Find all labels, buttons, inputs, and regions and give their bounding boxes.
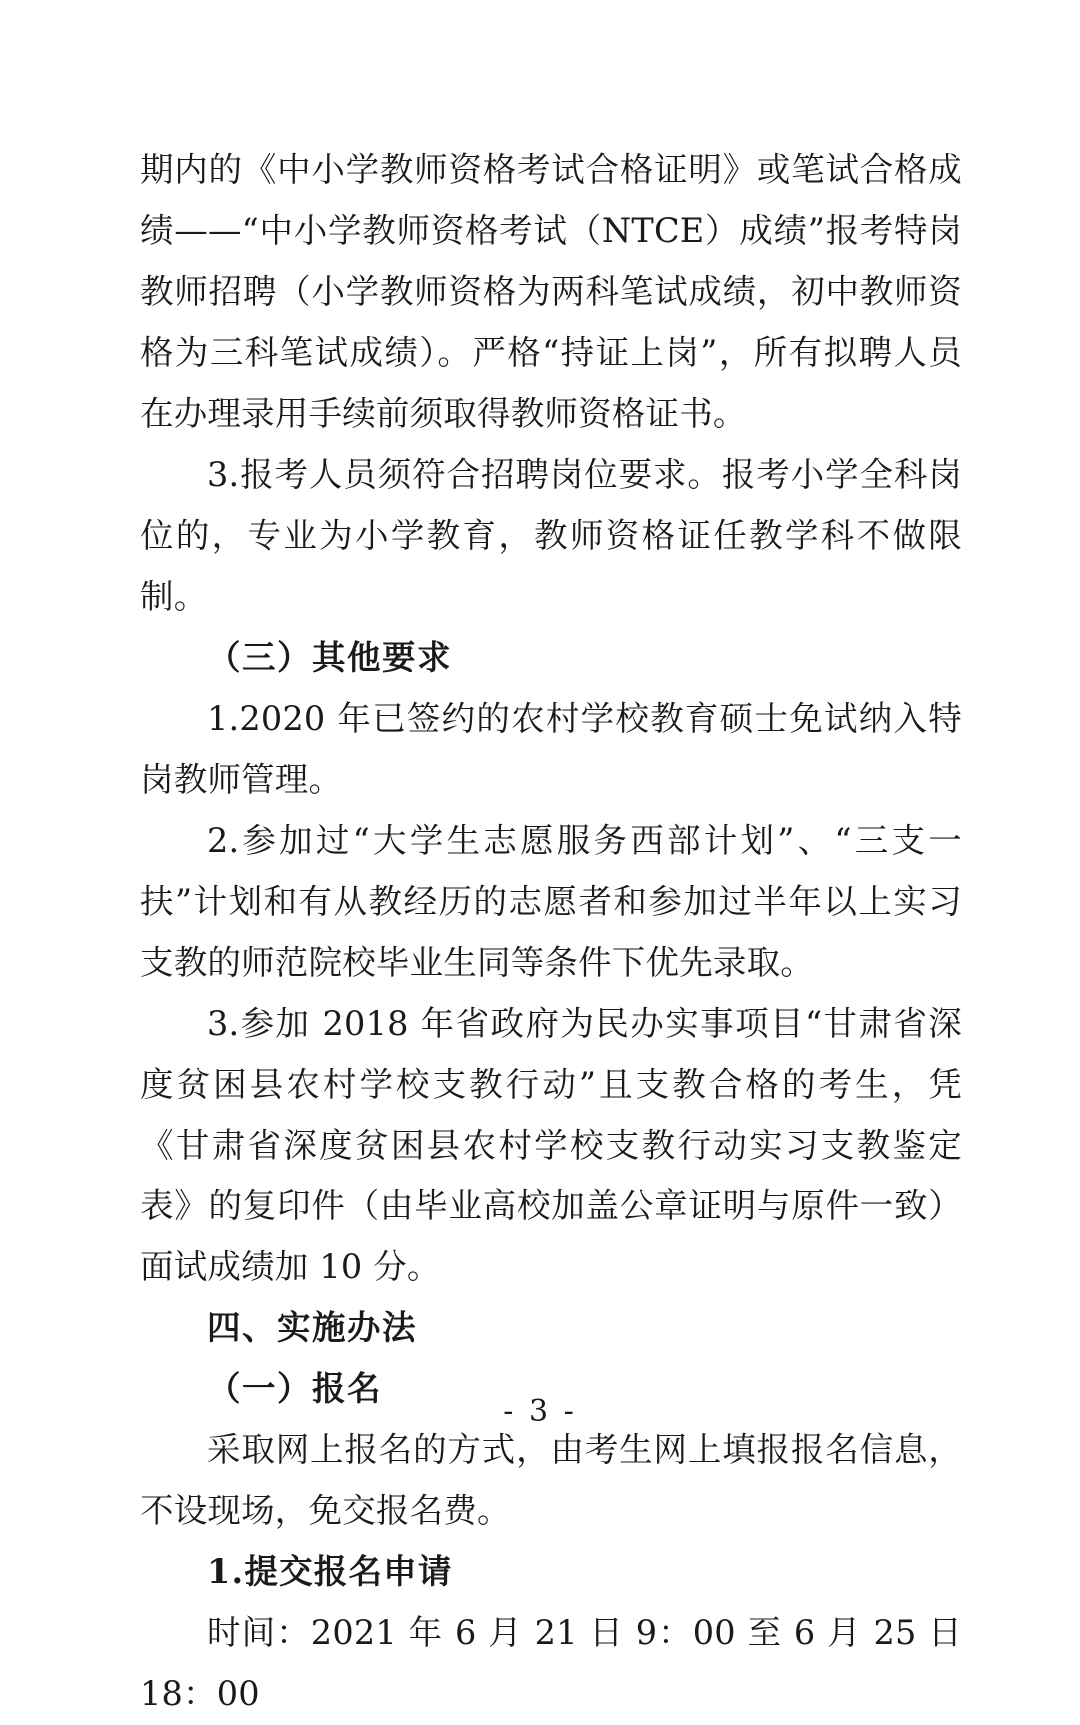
heading-registration: （一）报名 — [207, 1369, 382, 1409]
paragraph-item-3-teaching-support: 3.参加 2018 年省政府为民办实事项目“甘肃省深度贫困县农村学校支教行动”且支教合格的考生，凭《甘肃省深度贫困县农村学校支教行动实习支教鉴定表》的复印件（由毕业高校加盖公章证明与原件一致）面试成绩加 10 分。 — [140, 1003, 962, 1287]
paragraph-item-3-position: 3.报考人员须符合招聘岗位要求。报考小学全科岗位的，专业为小学教育，教师资格证任教学科不做限制。 — [140, 454, 962, 616]
heading-other-requirements: （三）其他要求 — [207, 637, 452, 677]
paragraph-item-1-master: 1.2020 年已签约的农村学校教育硕士免试纳入特岗教师管理。 — [140, 698, 962, 799]
page-number: - 3 - — [503, 1394, 577, 1429]
paragraph-cert-requirement: 期内的《中小学教师资格考试合格证明》或笔试合格成绩——“中小学教师资格考试（NTCE）成绩”报考特岗教师招聘（小学教师资格为两科笔试成绩，初中教师资格为三科笔试成绩）。严格“持证上岗”，所有拟聘人员在办理录用手续前须取得教师资格证书。 — [140, 150, 962, 433]
paragraph-application-time: 时间：2021 年 6 月 21 日 9：00 至 6 月 25 日 18：00 — [140, 1613, 962, 1714]
paragraph-item-2-volunteer: 2.参加过“大学生志愿服务西部计划”、“三支一扶”计划和有从教经历的志愿者和参加过半年以上实习支教的师范院校毕业生同等条件下优先录取。 — [140, 820, 962, 982]
subheading-submit-application: 1.提交报名申请 — [207, 1552, 453, 1592]
heading-section-four-implementation: 四、实施办法 — [207, 1308, 417, 1348]
document-body — [140, 140, 962, 1725]
paragraph-online-registration: 采取网上报名的方式，由考生网上填报报名信息，不设现场，免交报名费。 — [140, 1430, 962, 1531]
